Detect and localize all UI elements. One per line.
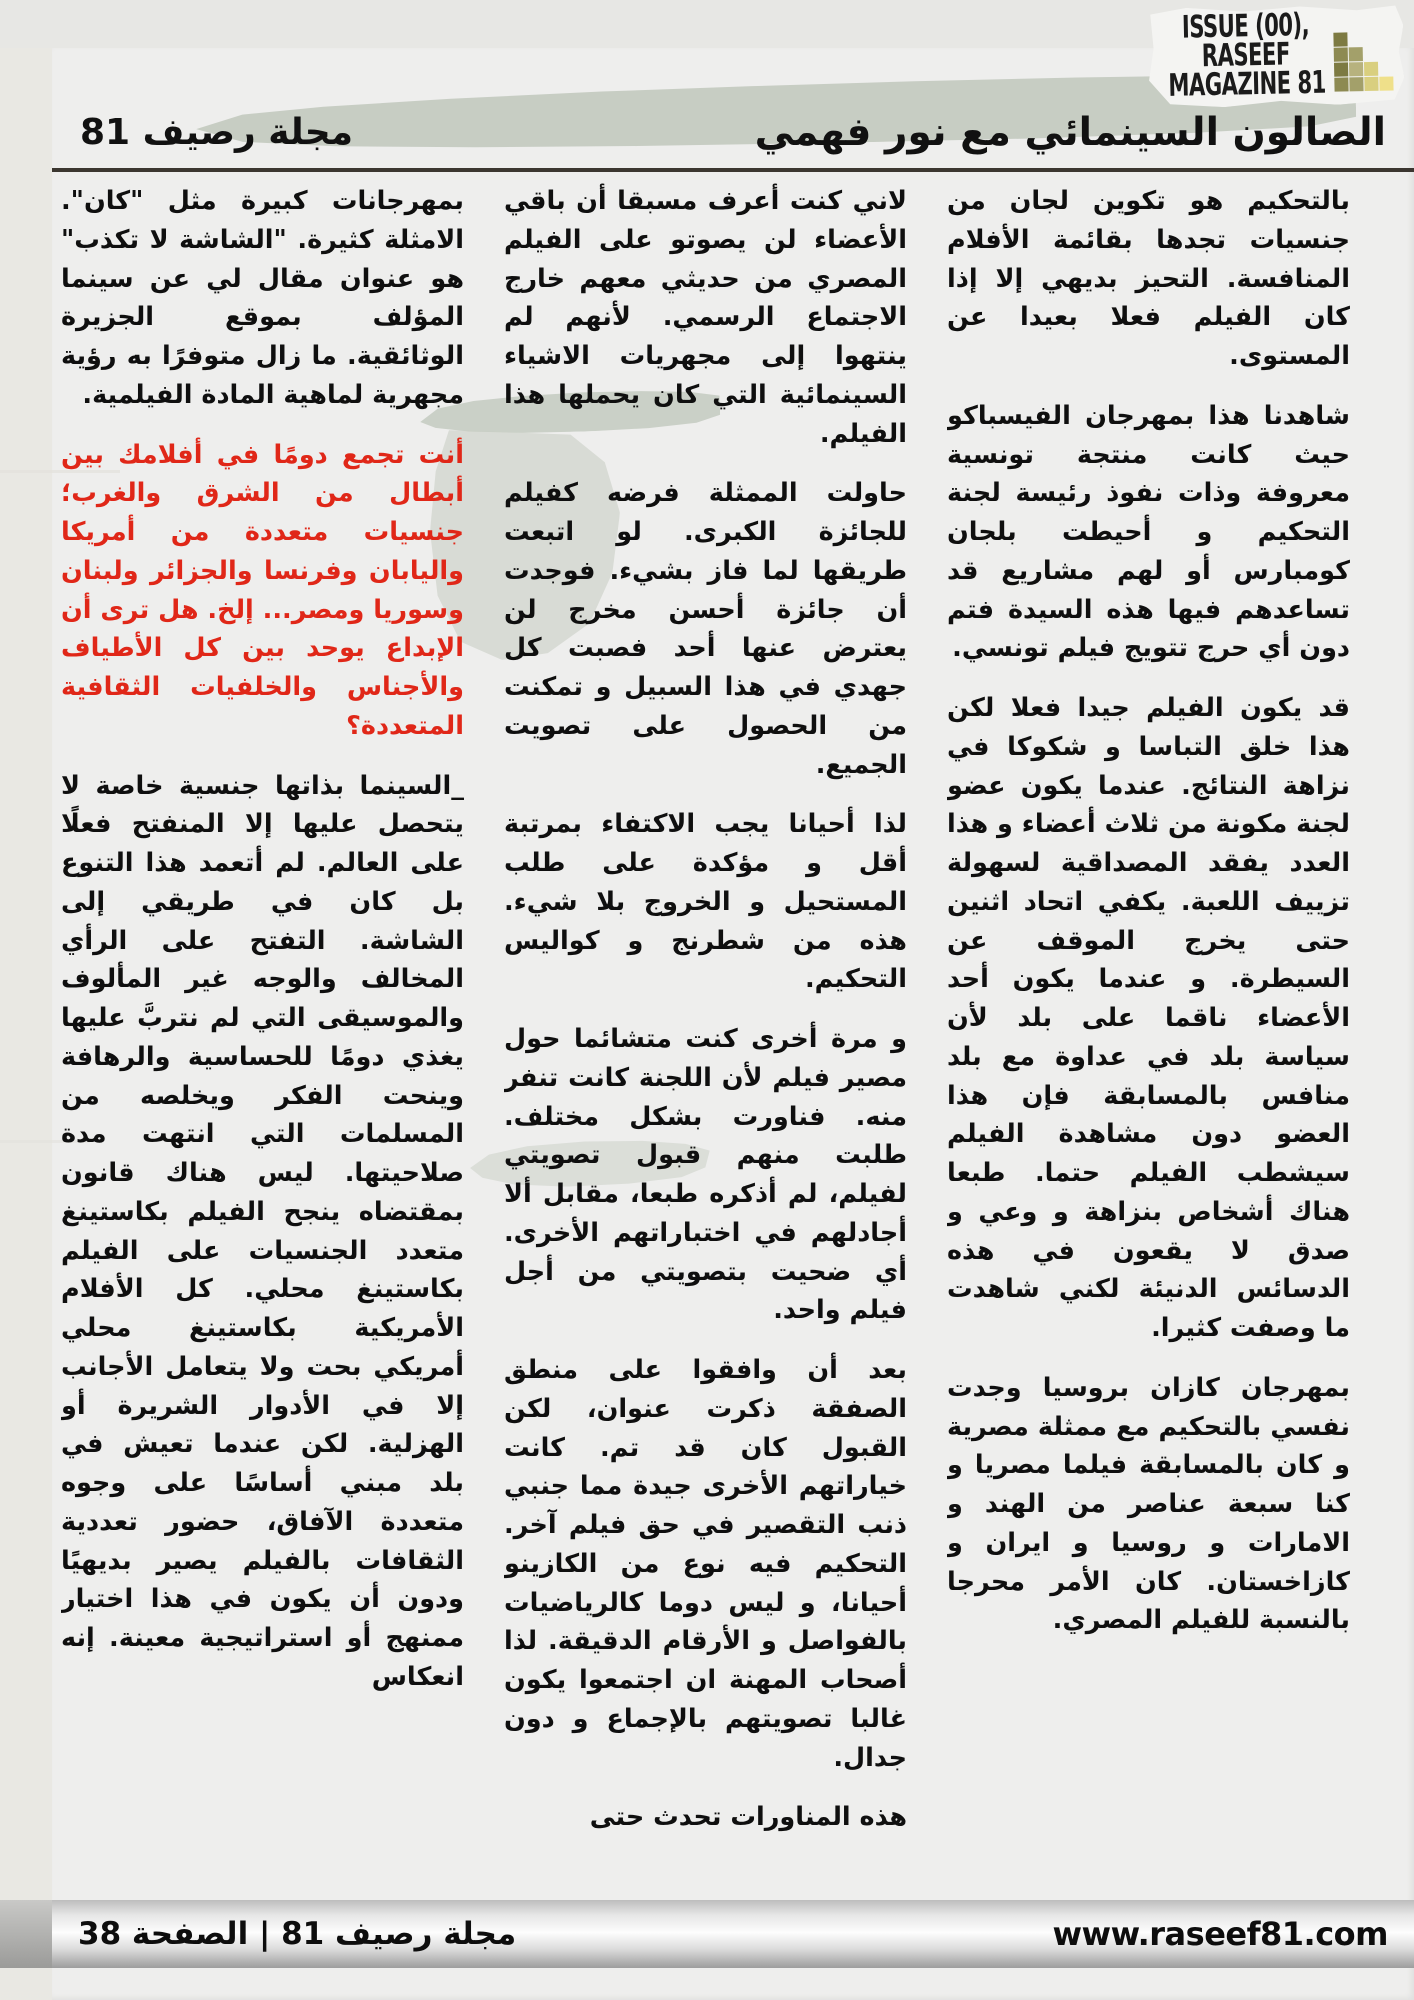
paragraph: _السينما بذاتها جنسية خاصة لا يتحصل عليها إلا المنفتح فعلًا على العالم. لم أتعمد هذا التنوع بل كان في طريقي إلى الشاشة. التفتح على الرأي المخالف والوجه غير المألوف والموسيقى التي لم نتربَّ عليها يغذي دومًا للحساسية والرهافة وينحت الفكر ويخلصه من المسلمات التي انتهت مدة صلاحيتها. ليس هناك قانون بمقتضاه ينجح الفيلم بكاستينغ متعدد الجنسيات على الفيلم بكاستينغ محلي. كل الأفلام الأمريكية بكاستينغ محلي أمريكي بحت ولا يتعامل الأجانب إلا في الأدوار الشريرة أو الهزلية. لكن عندما تعيش في بلد مبني أساسًا على وجوه متعددة الآفاق، حضور تعددية الثقافات بالفيلم يصير بديهيًا ودون أن يكون في هذا اختيار ممنهج أو استراتيجية معينة. إنه انعكاس (61, 770, 464, 1692)
staircase-squares-icon (1333, 31, 1400, 94)
logo-square (1364, 62, 1378, 76)
magazine-brand-label: مجلة رصيف 81 (80, 112, 354, 153)
logo-square (1334, 47, 1348, 61)
column-middle (504, 182, 907, 1874)
website-url[interactable]: www.raseef81.com (1052, 1915, 1388, 1953)
column-right (947, 182, 1350, 1874)
paragraph: لاني كنت أعرف مسبقا أن باقي الأعضاء لن يصوتو على الفيلم المصري من حديثي معهم خارج الاجتماع الرسمي. لأنهم لم ينتهوا إلى مجهريات الاشياء السينمائية التي كان يحملها هذا الفيلم. (504, 186, 907, 449)
paper-left-edge (0, 0, 52, 2000)
logo-square (1334, 77, 1348, 91)
logo-square (1349, 47, 1363, 61)
page-number-label: مجلة رصيف 81 | الصفحة 38 (78, 1916, 517, 1952)
paragraph: بمهرجان كازان بروسيا وجدت نفسي بالتحكيم مع ممثلة مصرية و كان بالمسابقة فيلما مصريا و كنا سبعة عناصر من الهند و الامارات و روسيا و ايران و كازاخستان. كان الأمر محرجا بالنسبة للفيلم المصري. (947, 1372, 1350, 1636)
logo-square (1364, 77, 1378, 91)
page-footer (52, 1900, 1414, 1968)
header-divider-rule (52, 168, 1414, 172)
issue-logo-text (1155, 7, 1337, 104)
page-title: الصالون السينمائي مع نور فهمي (754, 110, 1386, 155)
logo-square (1333, 32, 1347, 46)
paragraph: و مرة أخرى كنت متشائما حول مصير فيلم لأن اللجنة كانت تنفر منه. فناورت بشكل مختلف. طلبت منهم قبول تصويتي لفيلم، لم أذكره طبعا، مقابل ألا أجادلهم في اختباراتهم الأخرى. أي ضحيت بتصويتي من أجل فيلم واحد. (504, 1024, 907, 1326)
logo-line-2: RASEEF (1201, 36, 1291, 74)
logo-square (1349, 77, 1363, 91)
paragraph: شاهدنا هذا بمهرجان الفيسباكو حيث كانت منتجة تونسية معروفة وذات نفوذ رئيسة لجنة التحكيم و أحيطت بلجان كومبارس أو لهم مشاريع قد تساعدهم فيها هذه السيدة فتم دون أي حرج تتويج فيلم تونسي. (947, 400, 1350, 664)
paragraph: بالتحكيم هو تكوين لجان من جنسيات تجدها بقائمة الأفلام المنافسة. التحيز بديهي إلا إذا كان الفيلم فعلا بعيدا عن المستوى. (947, 186, 1350, 371)
logo-line-1: ISSUE (00), (1181, 7, 1310, 46)
article-columns (60, 182, 1350, 1874)
logo-square (1334, 62, 1348, 76)
paragraph: بعد أن وافقوا على منطق الصفقة ذكرت عنوان، لكن القبول كان قد تم. كانت خياراتهم الأخرى جيدة مما جنبي ذنب التقصير في حق فيلم آخر. التحكيم فيه نوع من الكازينو أحيانا، و ليس دوما كالرياضيات بالفواصل و الأرقام الدقيقة. لذا أصحاب المهنة ان اجتمعوا يكون غالبا تصويتهم بالإجماع و دون جدال. (504, 1355, 907, 1773)
paragraph: لذا أحيانا يجب الاكتفاء بمرتبة أقل و مؤكدة على طلب المستحيل و الخروج بلا شيء. هذه من شطرنج و كواليس التحكيم. (504, 809, 907, 995)
logo-square (1379, 76, 1393, 90)
column-left (61, 182, 464, 1874)
interview-question: أنت تجمع دومًا في أفلامك بين أبطال من الشرق والغرب؛ جنسيات متعددة من أمريكا واليابان وفرنسا والجزائر ولبنان وسوريا ومصر... إلخ. هل ترى أن الإبداع يوحد بين كل الأطياف والأجناس والخلفيات الثقافية المتعددة؟ (61, 439, 464, 741)
logo-square (1349, 62, 1363, 76)
paragraph: هذه المناورات تحدث حتى (589, 1802, 907, 1833)
paragraph: قد يكون الفيلم جيدا فعلا لكن هذا خلق التباسا و شكوكا في نزاهة النتائج. عندما يكون عضو لجنة مكونة من ثلاث أعضاء و هذا العدد يفقد المصداقية لسهولة تزييف اللعبة. يكفي اتحاد اثنين حتى يخرج الموقف عن السيطرة. و عندما يكون أحد الأعضاء ناقما على بلد لأن سياسة بلد في عداوة مع بلد منافس بالمسابقة فإن هذا العضو دون مشاهدة الفيلم سيشطب الفيلم حتما. طبعا هناك أشخاص بنزاهة و وعي و صدق لا يقعون في هذه الدسائس الدنيئة لكني شاهدت ما وصفت كثيرا. (947, 693, 1350, 1343)
paragraph: حاولت الممثلة فرضه كفيلم للجائزة الكبرى. لو اتبعت طريقها لما فاز بشيء. فوجدت أن جائزة أحسن مخرج لن يعترض عنها أحد فصبت كل جهدي في هذا السبيل و تمكنت من الحصول على تصويت الجميع. (504, 478, 907, 780)
logo-line-3: MAGAZINE 81 (1167, 65, 1326, 104)
paragraph: بمهرجانات كبيرة مثل "كان". الامثلة كثيرة. "الشاشة لا تكذب" هو عنوان مقال لي عن سينما المؤلف بموقع الجزيرة الوثائقية. ما زال متوفرًا به رؤية مجهرية لماهية المادة الفيلمية. (61, 186, 464, 410)
page-header (52, 110, 1414, 168)
footer-left-strip (0, 1900, 52, 1968)
